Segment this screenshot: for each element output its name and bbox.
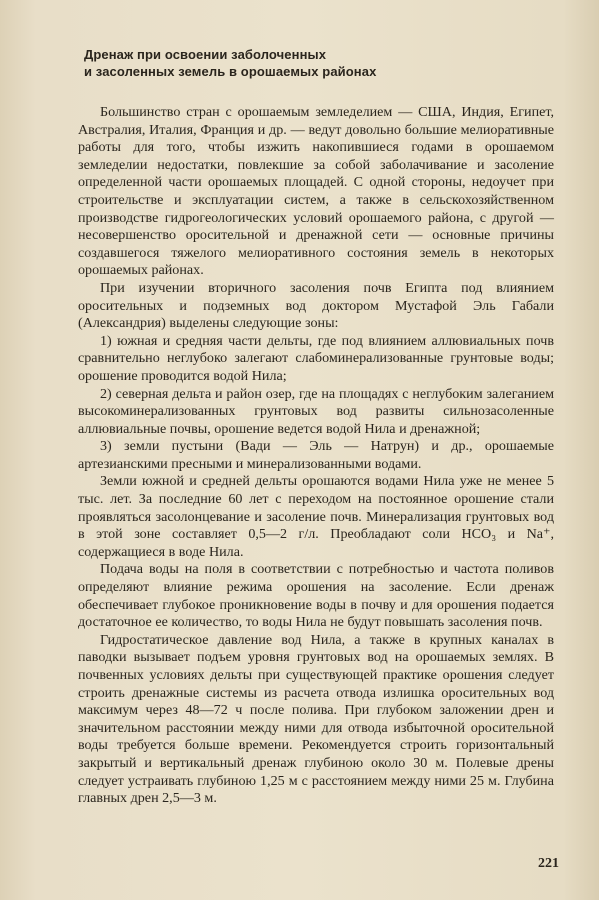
page-number: 221	[538, 856, 559, 871]
section-heading-line-2: и засоленных земель в орошаемых районах	[84, 64, 377, 79]
paragraph-delta-lands: Земли южной и средней дельты орошаются водами Нила уже не менее 5 тыс. лет. За последние 60 лет с переходом на постоянное орошение стали проявляться засолонцевание и засоление почв. Минерализация грунтовых вод в этой зоне составляет 0,5—2 г/л. Преобладают соли НСО₃ и Na⁺, содержащиеся в воде Нила.	[78, 473, 554, 560]
paragraph-zone-3: 3) земли пустыни (Вади — Эль — Натрун) и др., орошаемые артезианскими пресными и минерализованными водами.	[78, 438, 554, 472]
page-content	[78, 46, 554, 808]
paragraph-zone-1: 1) южная и средняя части дельты, где под влиянием аллювиальных почв сравнительно неглубоко залегают слабоминерализованные грунтовые воды; орошение проводится водой Нила;	[78, 332, 554, 384]
paragraph-zones-intro: При изучении вторичного засоления почв Египта под влиянием оросительных и подземных вод доктором Мустафой Эль Габали (Александрия) выделены следующие зоны:	[78, 279, 554, 332]
section-heading-line-1: Дренаж при освоении заболоченных	[84, 47, 327, 62]
paragraph-hydrostatic-pressure: Гидростатическое давление вод Нила, а также в крупных каналах в паводки вызывает подъем уровня грунтовых вод на орошаемых землях. В почвенных условиях дельты при существующей практике орошения следует строить дренажные системы из расчета отвода излишка оросительных вод максимум через 48—72 ч после полива. При глубоком заложении дрен и значительном расстоянии между ними для отвода избыточной оросительной воды требуется больше времени. Рекомендуется строить горизонтальный закрытый и вертикальный дренаж глубиною около 30 м. Полевые дрены следует устраивать глубиною 1,25 м с расстоянием между ними 25 м. Глубина главных дрен 2,5—3 м.	[78, 631, 554, 807]
paragraph-intro: Большинство стран с орошаемым земледелием — США, Индия, Египет, Австралия, Италия, Франция и др. — ведут довольно большие мелиоративные работы для того, чтобы изжить накопившиеся годами в орошаемом земледелии недостатки, повлекшие за собой заболачивание и засоление определенной части орошаемых площадей. С одной стороны, недоучет при строительстве и эксплуатации систем, а также в сельскохозяйственном производстве гидрогеологических условий орошаемого района, с другой — несовершенство оросительной и дренажной сети — основные причины создавшегося тяжелого мелиоративного состояния земель в некоторых орошаемых районах.	[78, 104, 554, 279]
paragraph-zone-2: 2) северная дельта и район озер, где на площадях с неглубоким залеганием высокоминерализованных грунтовых вод развиты сильнозасоленные аллювиальные почвы, орошение ведется водой Нила и дренажной;	[78, 385, 554, 437]
section-heading	[84, 46, 554, 80]
paragraph-water-supply: Подача воды на поля в соответствии с потребностью и частота поливов определяют влияние режима орошения на засоление. Если дренаж обеспечивает глубокое проникновение воды в почву и для орошения подается достаточное ее количество, то воды Нила не будут повышать засоления почв.	[78, 561, 554, 631]
